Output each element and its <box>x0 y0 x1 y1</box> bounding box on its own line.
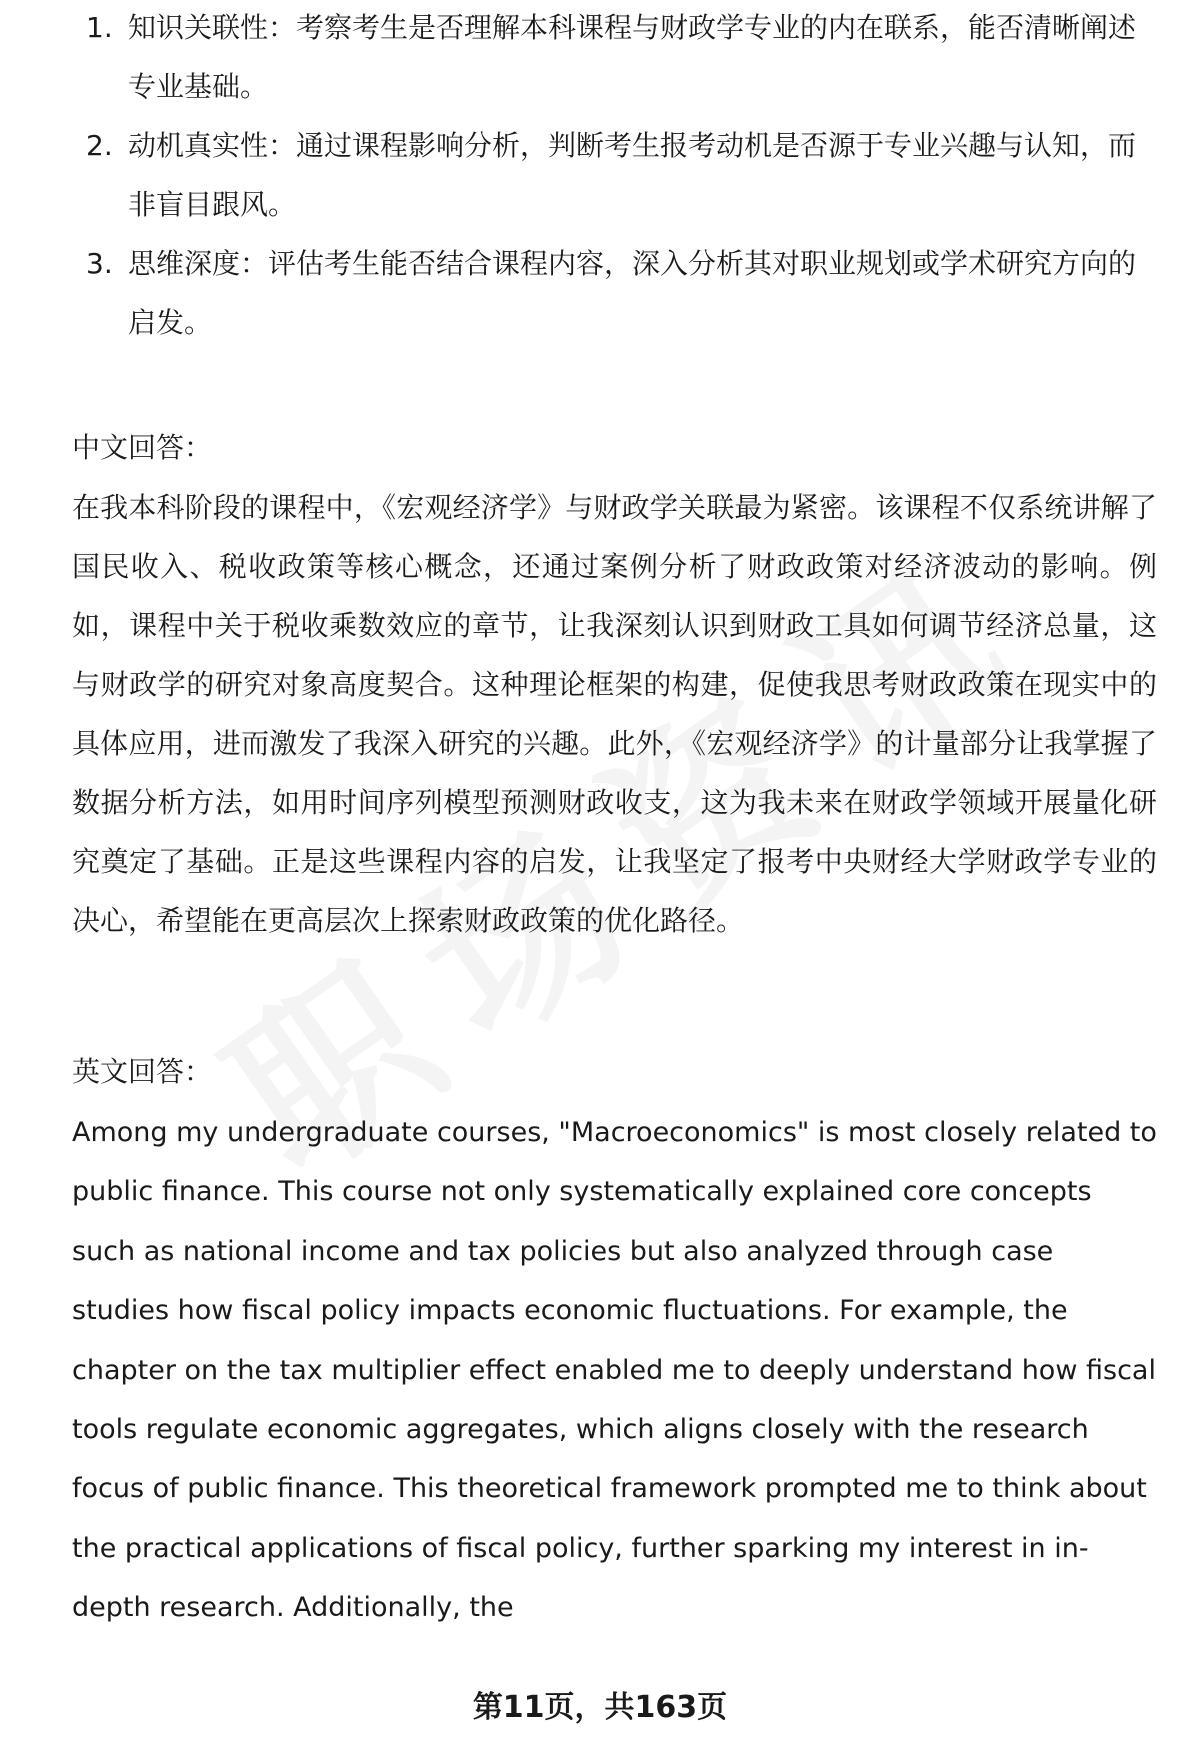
criteria-text: 思维深度：评估考生能否结合课程内容，深入分析其对职业规划或学术研究方向的启发。 <box>128 247 1137 339</box>
evaluation-criteria-list <box>72 11 1152 352</box>
criteria-number: 2. <box>86 129 113 162</box>
english-answer-label: 英文回答： <box>72 1055 213 1088</box>
criteria-item <box>72 116 1152 234</box>
criteria-item <box>72 234 1152 352</box>
criteria-text: 动机真实性：通过课程影响分析，判断考生报考动机是否源于专业兴趣与认知，而非盲目跟风。 <box>128 129 1137 221</box>
english-answer-text: Among my undergraduate courses, "Macroeconomics" is most closely related to public finance. This course not only systematically explained core concepts such as national income and tax policies but also analyzed through case studies how fiscal policy impacts economic fluctuations. For example, the chapter on the tax multiplier effect enabled me to deeply understand how fiscal tools regulate economic aggregates, which aligns closely with the research focus of public finance. This theoretical framework prompted me to think about the practical applications of fiscal policy, further sparking my interest in in-depth research. Additionally, the <box>72 1117 1157 1624</box>
criteria-item <box>72 0 1152 116</box>
criteria-number: 1. <box>86 11 113 44</box>
chinese-answer-label: 中文回答： <box>72 431 213 464</box>
criteria-text: 知识关联性：考察考生是否理解本科课程与财政学专业的内在联系，能否清晰阐述专业基础。 <box>128 11 1137 103</box>
chinese-answer-text: 在我本科阶段的课程中，《宏观经济学》与财政学关联最为紧密。该课程不仅系统讲解了国民收入、税收政策等核心概念，还通过案例分析了财政政策对经济波动的影响。例如，课程中关于税收乘数效应的章节，让我深刻认识到财政工具如何调节经济总量，这与财政学的研究对象高度契合。这种理论框架的构建，促使我思考财政政策在现实中的具体应用，进而激发了我深入研究的兴趣。此外，《宏观经济学》的计量部分让我掌握了数据分析方法，如用时间序列模型预测财政收支，这为我未来在财政学领域开展量化研究奠定了基础。正是这些课程内容的启发，让我坚定了报考中央财经大学财政学专业的决心，希望能在更高层次上探索财政政策的优化路径。 <box>72 491 1157 937</box>
page-footer: 第11页，共163页 <box>472 1690 728 1725</box>
criteria-number: 3. <box>86 247 113 280</box>
